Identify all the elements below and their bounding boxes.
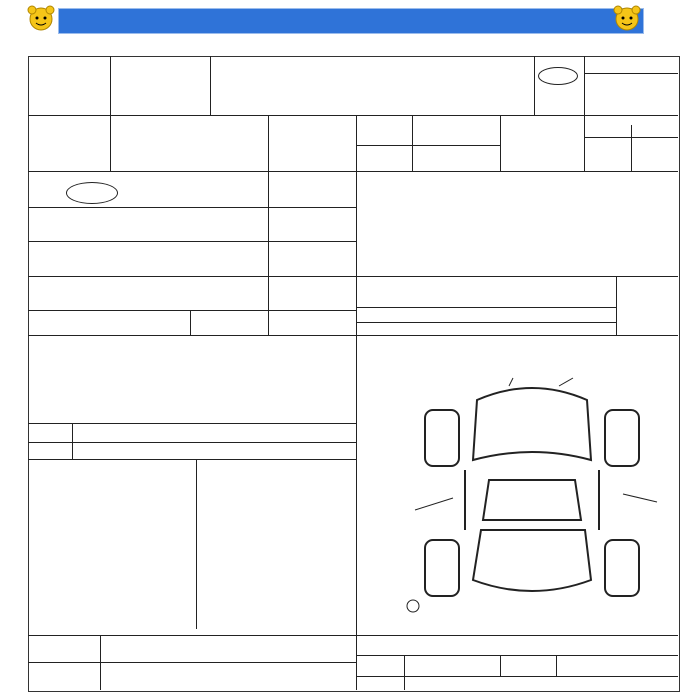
mascot-left-icon xyxy=(24,4,58,34)
mascot-right-icon xyxy=(610,4,644,34)
drive-2wd-circle xyxy=(538,67,578,85)
header-banner xyxy=(58,8,644,34)
car-damage-diagram xyxy=(395,370,678,635)
usage-circle xyxy=(66,182,118,204)
